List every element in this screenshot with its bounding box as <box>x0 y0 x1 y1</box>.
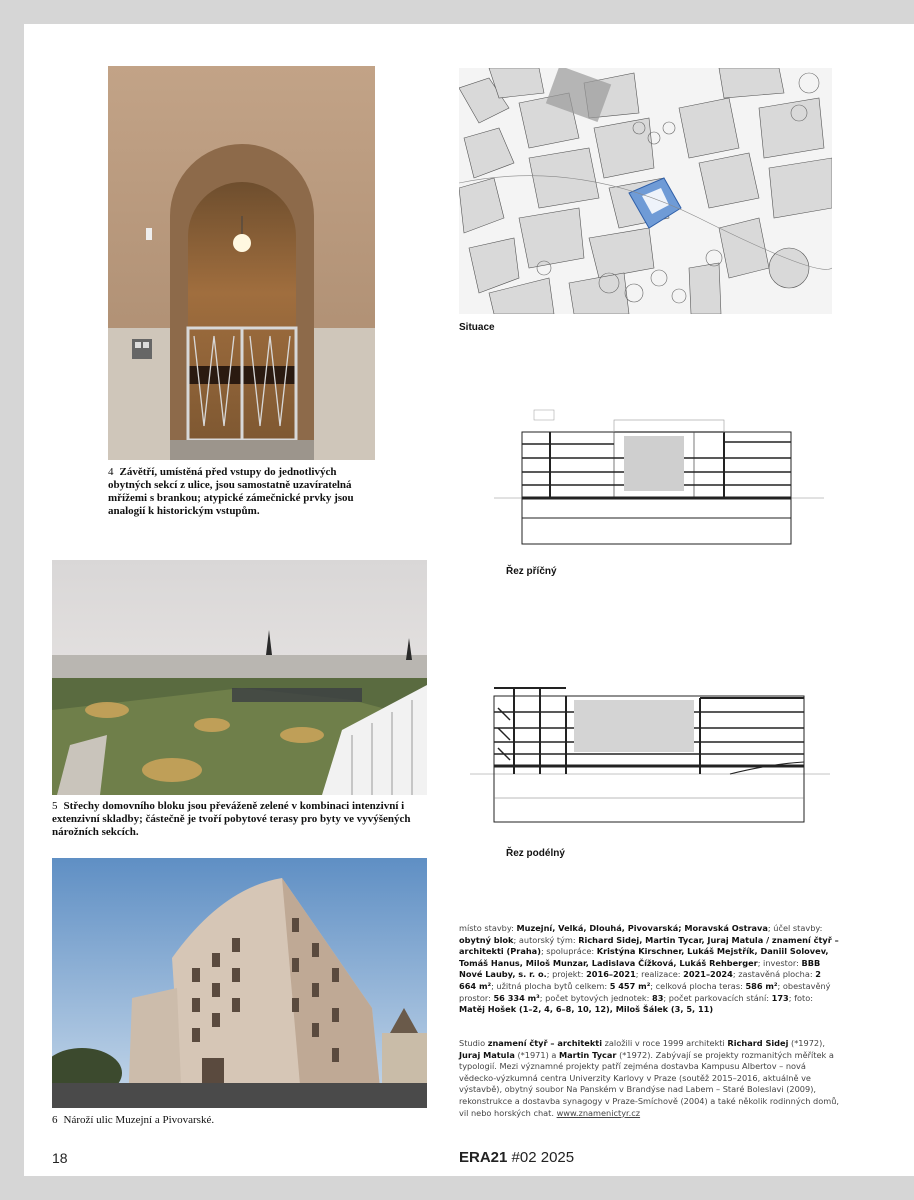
credit-value: 83 <box>652 992 664 1003</box>
credit-key: ; užitná plocha bytů celkem: <box>491 980 610 991</box>
credit-value: 586 m² <box>745 980 778 991</box>
long-section-drawing <box>470 668 830 826</box>
credit-key: ; spolupráce: <box>540 946 597 957</box>
credit-key: ; foto: <box>788 992 813 1003</box>
credit-key: ; projekt: <box>546 969 587 980</box>
caption-number: 4 <box>108 466 114 478</box>
bio-architect-name: Martin Tycar <box>559 1049 617 1060</box>
cross-section-svg <box>494 406 824 546</box>
corner-building-image <box>52 858 427 1108</box>
credit-key: ; počet bytových jednotek: <box>539 992 653 1003</box>
credit-value: Matěj Hošek (1–2, 4, 6–8, 10, 12), Miloš Šálek (3, 5, 11) <box>459 1004 714 1015</box>
site-plan-svg <box>459 68 832 314</box>
entrance-arch-image <box>108 66 375 460</box>
credit-key: ; realizace: <box>635 969 684 980</box>
page-number: 18 <box>52 1150 68 1166</box>
caption-text: Nároží ulic Muzejní a Pivovarské. <box>63 1114 215 1126</box>
credit-key: ; obestavěný prostor: <box>459 980 831 1003</box>
credit-value: obytný blok <box>459 934 514 945</box>
green-roof-image <box>52 560 427 795</box>
credit-value: BBB Nové Lauby, s. r. o. <box>459 957 821 980</box>
credit-key: ; účel stavby: <box>767 923 823 933</box>
credit-value: Kristýna Kirschner, Lukáš Mejstřík, Daniil Solovev, Tomáš Hanus, Miloš Munzar, Ladislava Čížková, Lukáš Rehberger <box>459 946 829 968</box>
studio-website-link[interactable]: www.znamenictyr.cz <box>556 1107 641 1118</box>
long-section-svg <box>470 668 830 826</box>
credit-value: Muzejní, Velká, Dlouhá, Pivovarská; Moravská Ostrava <box>516 923 768 933</box>
studio-bio <box>459 1038 839 1119</box>
bio-text: (*1971) a <box>514 1049 559 1060</box>
credit-value: 2021–2024 <box>683 969 733 980</box>
credit-value: 5 457 m² <box>609 980 651 991</box>
caption-photo-4 <box>108 466 378 518</box>
bio-text: založili v roce 1999 architekti <box>602 1038 728 1048</box>
credit-key: ; počet parkovacích stání: <box>663 992 772 1003</box>
magazine-footer <box>459 1149 574 1166</box>
credit-value: Richard Sidej, Martin Tycar, Juraj Matula / znamení čtyř – architekti (Praha) <box>459 934 839 957</box>
credit-key: ; investor: <box>757 957 802 968</box>
bio-architect-name: Juraj Matula <box>459 1049 515 1060</box>
bio-studio-name: znamení čtyř – architekti <box>487 1038 602 1048</box>
bio-text: (*1972), <box>788 1038 825 1048</box>
magazine-issue: #02 2025 <box>511 1149 575 1166</box>
credit-key: místo stavby: <box>459 923 517 933</box>
caption-text: Střechy domovního bloku jsou převáženě zelené v kombinaci intenzivní i extenzivní skladby; částečně je tvoří pobytové terasy pro byty ve vyvýšených nárožních sekcích. <box>52 800 411 838</box>
project-credits <box>459 923 839 1016</box>
credit-key: ; autorský tým: <box>513 934 579 945</box>
site-plan-drawing <box>459 68 832 314</box>
bio-text: (*1972). Zabývají se projekty rozmanitých měřítek a typologií. Mezi významné projekty patří zejména dostavba Kampusu Albertov – nová vědecko-výzkumná centra Univerzity Karlovy v Praze (soutěž 2015–2016, aktuálně ve výstavbě), obytný soubor Na Panském v Brandýse nad Labem – Staré Boleslavi (2009), rekonstrukce a dostavba synagogy v Praze-Smíchově (2004) a také několik rodinných domů, vil nebo horských chat. <box>459 1049 839 1118</box>
label-cross-section: Řez příčný <box>506 566 557 577</box>
bio-architect-name: Richard Sidej <box>727 1038 789 1048</box>
caption-photo-6 <box>52 1114 422 1127</box>
credit-value: 56 334 m³ <box>493 992 540 1003</box>
credit-value: 173 <box>771 992 789 1003</box>
credit-value: 2016–2021 <box>586 969 636 980</box>
credit-value: 2 664 m² <box>459 969 821 991</box>
caption-photo-5 <box>52 800 422 839</box>
label-site-plan: Situace <box>459 322 495 333</box>
bio-text: Studio <box>459 1038 488 1048</box>
label-long-section: Řez podélný <box>506 848 565 859</box>
credit-key: ; celková plocha teras: <box>650 980 746 991</box>
magazine-brand: ERA21 <box>459 1149 508 1166</box>
cross-section-drawing <box>494 406 824 546</box>
credit-key: ; zastavěná plocha: <box>732 969 816 980</box>
photo-green-roof <box>52 560 427 795</box>
photo-corner-building <box>52 858 427 1108</box>
photo-entrance-arch <box>108 66 375 460</box>
caption-number: 6 <box>52 1114 58 1126</box>
magazine-page <box>24 24 914 1176</box>
caption-text: Závětří, umístěná před vstupy do jednotlivých obytných sekcí z ulice, jsou samostatně uzavíratelná mřížemi s brankou; atypické zámečnické prvky jsou analogií k historickým vstupům. <box>108 466 354 517</box>
caption-number: 5 <box>52 800 58 812</box>
